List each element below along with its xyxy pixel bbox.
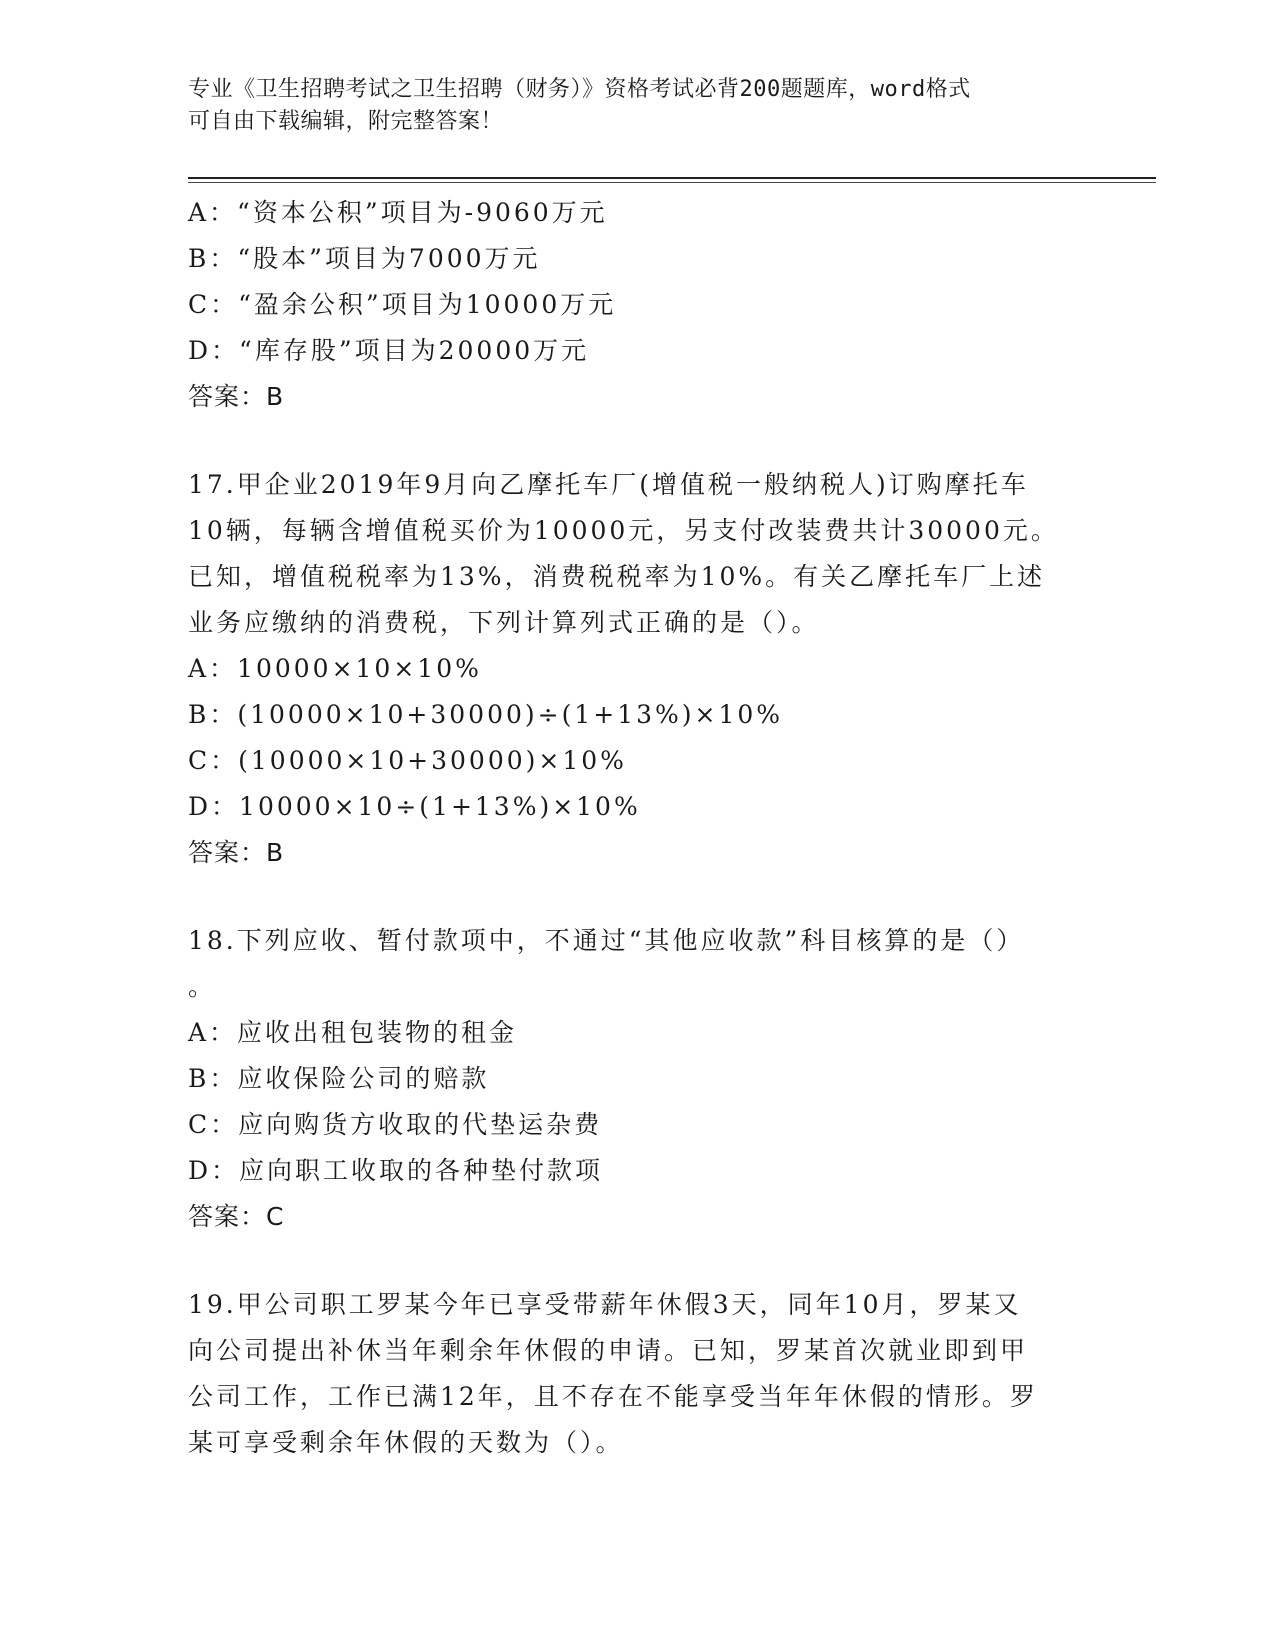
- question-19: [188, 1282, 1078, 1466]
- spacer: [188, 876, 1078, 918]
- header-title-line-2: 可自由下载编辑，附完整答案！: [188, 109, 504, 134]
- option-b: B：应收保险公司的赔款: [188, 1064, 490, 1093]
- spacer: [188, 420, 1078, 462]
- option-b: B：“股本”项目为7000万元: [188, 244, 541, 273]
- option-a: A：“资本公积”项目为-9060万元: [188, 198, 608, 227]
- answer: 答案：C: [188, 1202, 285, 1231]
- header-divider-thin: [188, 182, 1156, 183]
- option-a: A：10000×10×10%: [188, 654, 482, 683]
- question-stem-line: 10辆，每辆含增值税买价为10000元，另支付改装费共计30000元。: [188, 516, 1059, 545]
- question-stem-line: 向公司提出补休当年剩余年休假的申请。已知，罗某首次就业即到甲: [188, 1336, 1029, 1365]
- option-c: C：“盈余公积”项目为10000万元: [188, 290, 617, 319]
- question-17: [188, 462, 1078, 876]
- question-16: [188, 190, 1078, 420]
- answer: 答案：B: [188, 382, 285, 411]
- option-c: C：(10000×10+30000)×10%: [188, 746, 627, 775]
- question-stem-line: 19.甲公司职工罗某今年已享受带薪年休假3天，同年10月，罗某又: [188, 1290, 1022, 1319]
- question-stem-line: 公司工作，工作已满12年，且不存在不能享受当年年休假的情形。罗: [188, 1382, 1038, 1411]
- header-title-line-1: 专业《卫生招聘考试之卫生招聘（财务）》资格考试必背200题题库，word格式: [188, 77, 971, 102]
- option-d: D：10000×10÷(1+13%)×10%: [188, 792, 641, 821]
- option-b: B：(10000×10+30000)÷(1+13%)×10%: [188, 700, 784, 729]
- question-stem-line: 18.下列应收、暂付款项中，不通过“其他应收款”科目核算的是（）: [188, 926, 1025, 955]
- option-d: D：应向职工收取的各种垫付款项: [188, 1156, 604, 1185]
- spacer: [188, 1240, 1078, 1282]
- question-content: [188, 190, 1078, 1466]
- question-18: [188, 918, 1078, 1240]
- question-stem-line: 。: [188, 972, 217, 1001]
- question-stem-line: 已知，增值税税率为13%，消费税税率为10%。有关乙摩托车厂上述: [188, 562, 1046, 591]
- question-stem-line: 业务应缴纳的消费税，下列计算列式正确的是（）。: [188, 608, 820, 637]
- answer: 答案：B: [188, 838, 285, 867]
- option-d: D：“库存股”项目为20000万元: [188, 336, 590, 365]
- option-a: A：应收出租包装物的租金: [188, 1018, 518, 1047]
- option-c: C：应向购货方收取的代垫运杂费: [188, 1110, 603, 1139]
- question-stem-line: 某可享受剩余年休假的天数为（）。: [188, 1428, 624, 1457]
- question-stem-line: 17.甲企业2019年9月向乙摩托车厂(增值税一般纳税人)订购摩托车: [188, 470, 1029, 499]
- header-divider-thick: [188, 177, 1156, 179]
- document-header: [188, 74, 1068, 138]
